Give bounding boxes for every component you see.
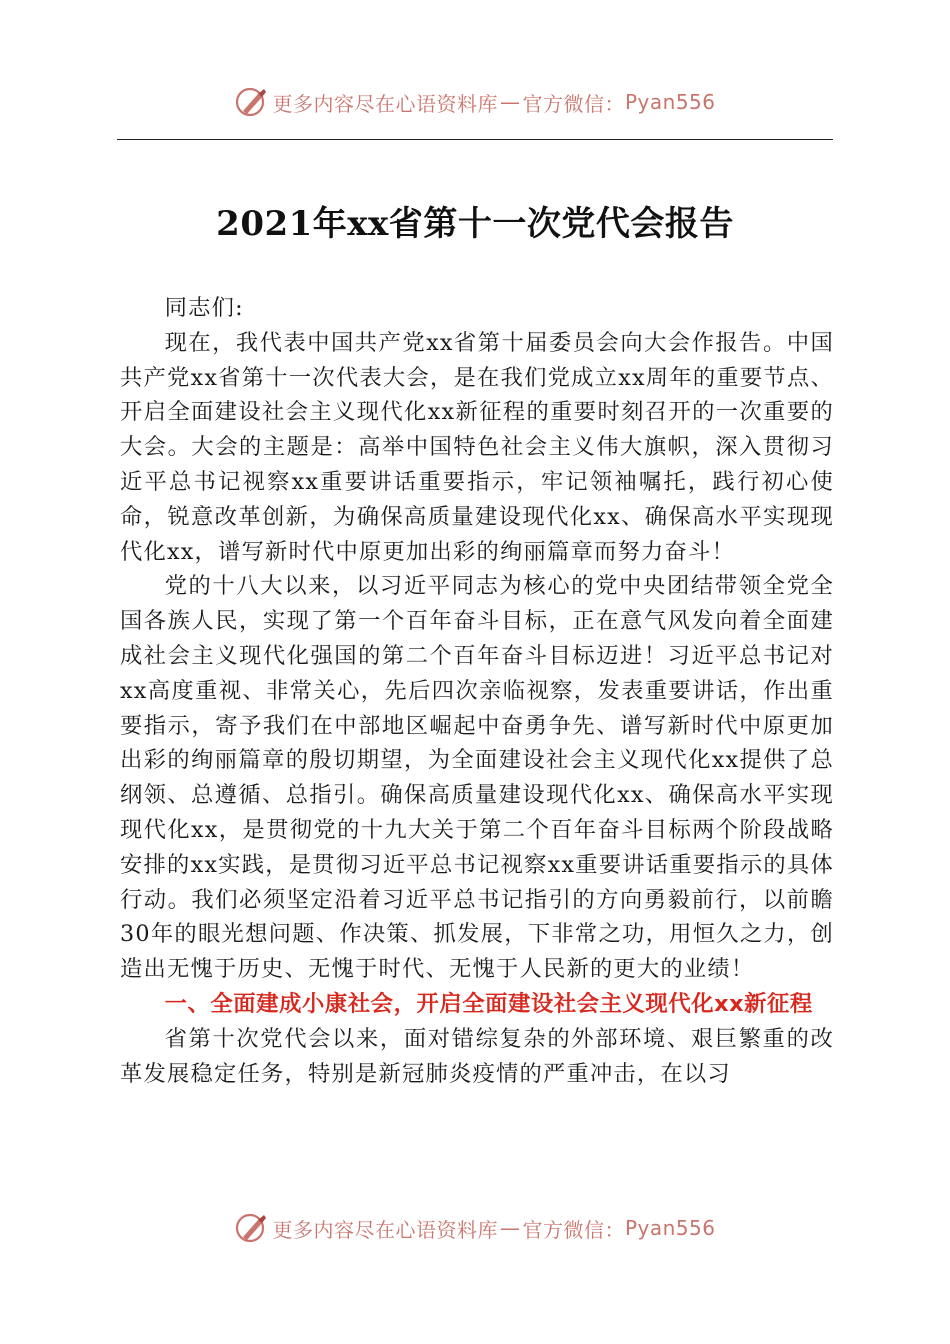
body-paragraph: 党的十八大以来，以习近平同志为核心的党中央团结带领全党全国各族人民，实现了第一个百年奋斗目标，正在意气风发向着全面建成社会主义现代化强国的第二个百年奋斗目标迈进！习近平总书记对xx高度重视、非常关心，先后四次亲临视察，发表重要讲话，作出重要指示，寄予我们在中部地区崛起中奋勇争先、谱写新时代中原更加出彩的绚丽篇章的殷切期望，为全面建设社会主义现代化xx提供了总纲领、总遵循、总指引。确保高质量建设现代化xx、确保高水平实现现代化xx，是贯彻党的十九大关于第二个百年奋斗目标两个阶段战略安排的xx实践，是贯彻习近平总书记视察xx重要讲话重要指示的具体行动。我们必须坚定沿着习近平总书记指引的方向勇毅前行，以前瞻30年的眼光想问题、作决策、抓发展，下非常之功，用恒久之力，创造出无愧于历史、无愧于时代、无愧于人民新的更大的业绩！ xyxy=(120,573,834,983)
header-divider xyxy=(117,139,833,140)
banner-wechat-id: Pyan556 xyxy=(624,1216,716,1240)
banner-text: 更多内容尽在心语资料库 xyxy=(272,1217,498,1242)
pen-nib-logo-icon xyxy=(234,1211,268,1245)
banner-dash: — xyxy=(499,1216,521,1240)
footer-banner[interactable] xyxy=(0,1208,950,1248)
banner-text: 更多内容尽在心语资料库 xyxy=(272,91,498,116)
salutation: 同志们: xyxy=(164,295,244,321)
header-banner[interactable] xyxy=(0,82,950,122)
document-title: 2021年xx省第十一次党代会报告 xyxy=(216,204,734,244)
banner-dash: — xyxy=(499,90,521,114)
body-paragraph: 现在，我代表中国共产党xx省第十届委员会向大会作报告。中国共产党xx省第十一次代表大会，是在我们党成立xx周年的重要节点、开启全面建设社会主义现代化xx新征程的重要时刻召开的一次重要的大会。大会的主题是：高举中国特色社会主义伟大旗帜，深入贯彻习近平总书记视察xx重要讲话重要指示，牢记领袖嘱托，践行初心使命，锐意改革创新，为确保高质量建设现代化xx、确保高水平实现现代化xx，谱写新时代中原更加出彩的绚丽篇章而努力奋斗！ xyxy=(120,329,834,565)
document-body xyxy=(120,291,834,1091)
section-heading: 一、全面建成小康社会，开启全面建设社会主义现代化xx新征程 xyxy=(164,990,813,1017)
pen-nib-logo-icon xyxy=(234,85,268,119)
section-paragraph: 省第十次党代会以来，面对错综复杂的外部环境、艰巨繁重的改革发展稳定任务，特别是新冠肺炎疫情的严重冲击，在以习 xyxy=(120,1025,834,1087)
banner-wechat-label: 官方微信： xyxy=(522,91,625,116)
banner-wechat-label: 官方微信： xyxy=(522,1217,625,1242)
banner-wechat-id: Pyan556 xyxy=(624,90,716,114)
